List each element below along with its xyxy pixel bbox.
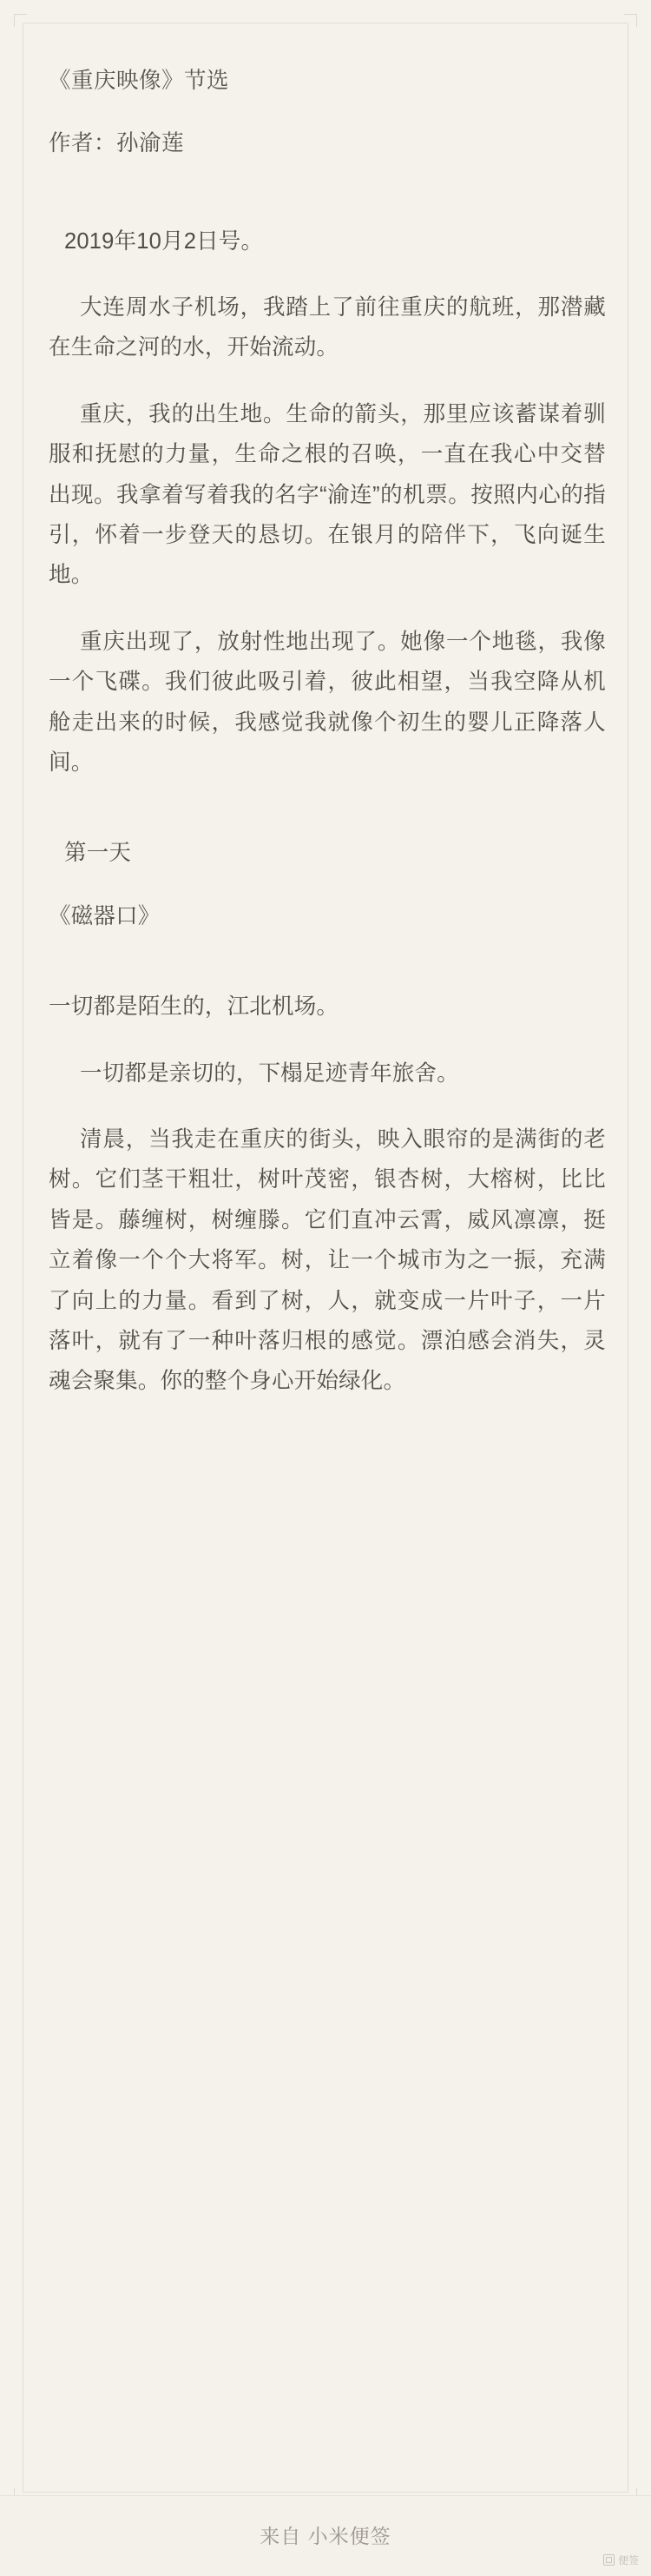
section-heading-day: 第一天 [64,841,132,866]
watermark [603,2553,639,2567]
paragraph-body: 清晨，当我走在重庆的街头，映入眼帘的是满街的老树。它们茎干粗壮，树叶茂密，银杏树，大榕树，比比皆是。藤缠树，树缠滕。它们直冲云霄，威风凛凛，挺立着像一个个大将军。树，让一个城市为之一振，充满了向上的力量。看到了树，人，就变成一片叶子，一片落叶，就有了一种叶落归根的感觉。漂泊感会消失，灵魂会聚集。你的整个身心开始绿化。 [49,1127,606,1394]
paragraph-body: 一切都是亲切的，下榻足迹青年旅舍。 [80,1060,459,1086]
paragraph-body: 重庆，我的出生地。生命的箭头，那里应该蓄谋着驯服和抚慰的力量，生命之根的召唤，一直在我心中交替出现。我拿着写着我的名字“渝连”的机票。按照内心的指引，怀着一步登天的恳切。在银月的陪伴下，飞向诞生地。 [49,401,606,588]
document-author: 作者：孙渝莲 [49,131,185,156]
paragraph-date: 2019年10月2日号。 [64,228,264,254]
note-content [49,64,606,1428]
footer-source-label: 来自 小米便签 [260,2525,391,2547]
paragraph-body: 一切都是陌生的，江北机场。 [49,994,339,1020]
frame-corner-top-right [624,14,637,27]
section-heading-place: 《磁器口》 [49,903,161,928]
document-title: 《重庆映像》节选 [49,69,230,93]
frame-corner-top-left [14,14,27,27]
note-footer [0,2495,651,2576]
note-app-icon [603,2554,615,2566]
watermark-label: 便签 [617,2554,639,2566]
paragraph-body: 重庆出现了，放射性地出现了。她像一个地毯，我像一个飞碟。我们彼此吸引着，彼此相望，当我空降从机舱走出来的时候，我感觉我就像个初生的婴儿正降落人间。 [49,629,606,775]
paragraph-body: 大连周水子机场，我踏上了前往重庆的航班，那潜藏在生命之河的水，开始流动。 [49,294,606,360]
